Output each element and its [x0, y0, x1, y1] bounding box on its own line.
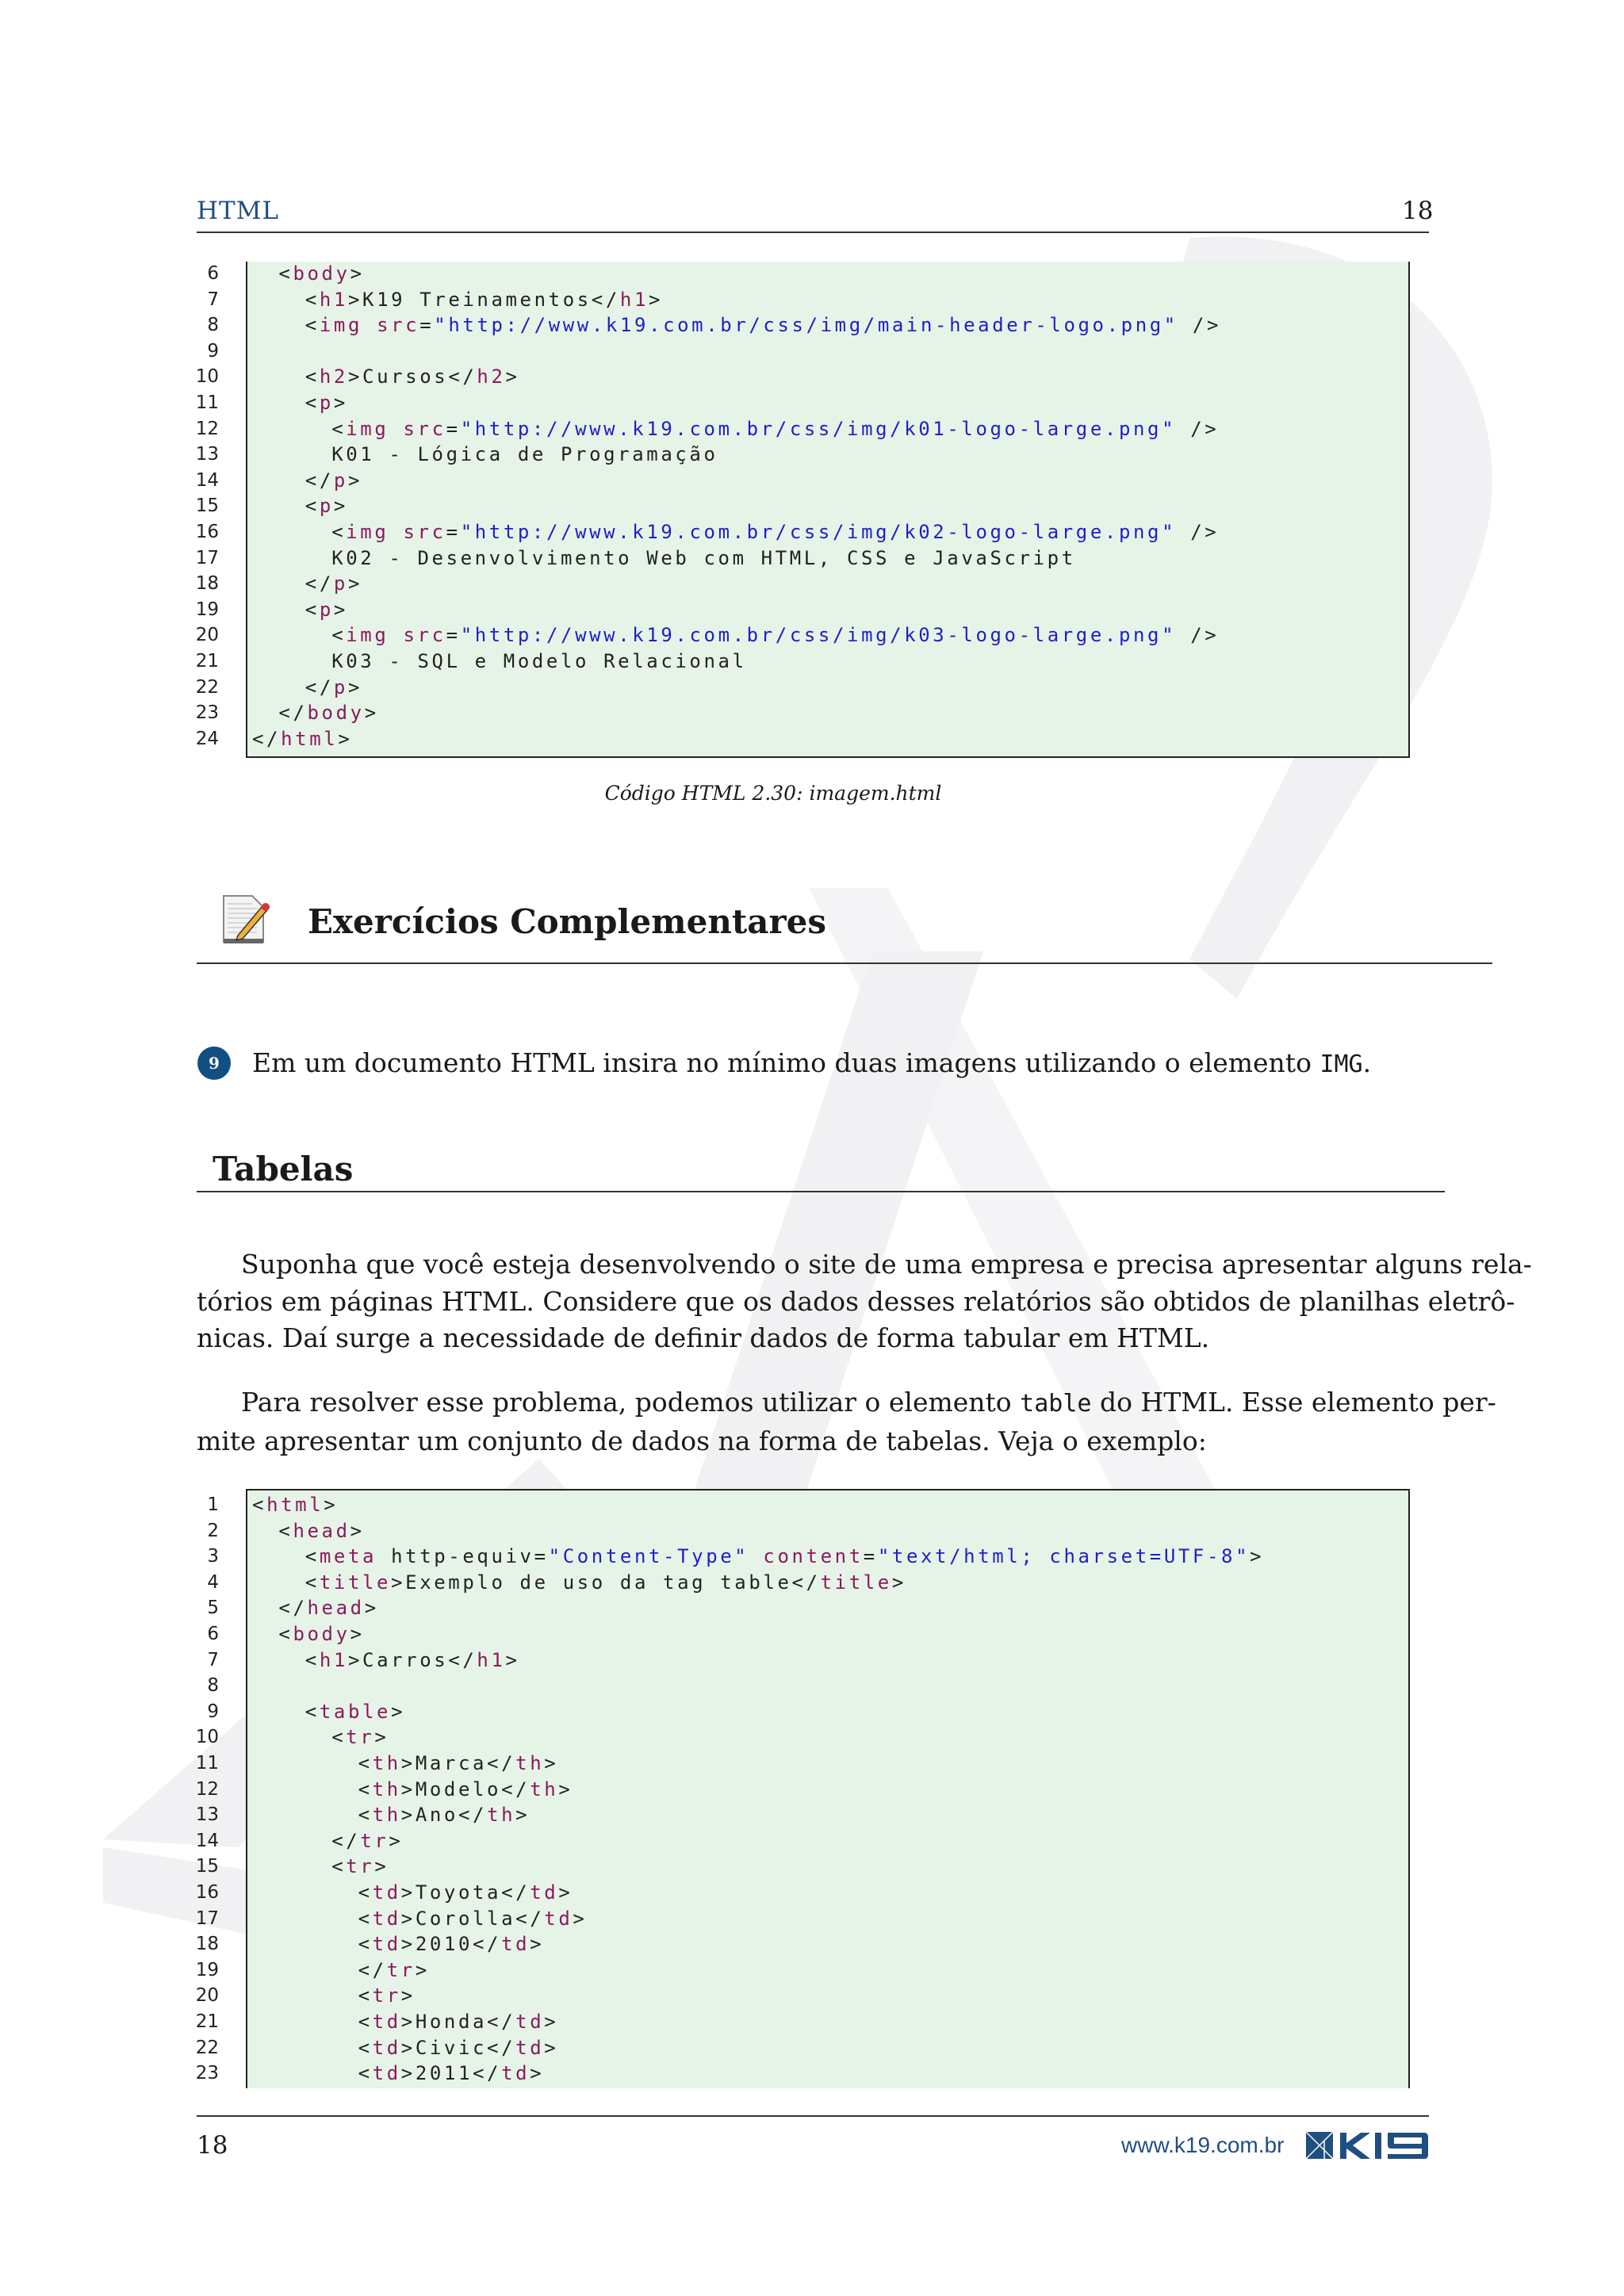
- code-text: <: [304, 365, 320, 388]
- code-tag: tr: [346, 1726, 375, 1749]
- footer-rule: [197, 2115, 1429, 2117]
- code-tag: td: [544, 1907, 573, 1930]
- code-tag: h1: [619, 288, 649, 311]
- exercises-section-title: Exercícios Complementares: [308, 902, 826, 941]
- line-number: 10: [195, 366, 219, 388]
- code-string: "http://www.k19.com.br/css/img/main-header-logo.png": [434, 314, 1178, 337]
- code-line: [331, 545, 1076, 572]
- code-tag: title: [820, 1571, 892, 1594]
- code-text: K02 - Desenvolvimento Web com HTML, CSS e JavaScript: [331, 546, 1076, 569]
- code-line: [278, 1621, 364, 1647]
- code-tag: table: [319, 1700, 392, 1723]
- code-line: [305, 1647, 520, 1674]
- code-line: [305, 364, 520, 390]
- code-text: >Modelo</: [400, 1777, 530, 1800]
- code-text: >: [374, 1855, 389, 1878]
- paragraph-1-line-3: nicas. Daí surge a necessidade de definir dados de forma tabular em HTML.: [197, 1322, 1210, 1353]
- code-tag: img: [346, 624, 389, 647]
- code-text: <: [358, 1933, 373, 1956]
- code-text: >: [350, 1519, 365, 1542]
- code-text: />: [1176, 624, 1220, 647]
- code-text: </: [304, 572, 334, 595]
- line-number: 24: [195, 728, 219, 749]
- code-text: <: [358, 2036, 373, 2059]
- code-tag: img: [319, 314, 363, 337]
- code-tag: td: [372, 1933, 401, 1956]
- code-text: </: [278, 702, 308, 725]
- code-tag: h1: [319, 288, 348, 311]
- code-tag: td: [372, 1907, 401, 1930]
- code-text: >: [558, 1881, 573, 1904]
- code-text: >: [1250, 1545, 1265, 1568]
- code-string: "text/html; charset=UTF-8": [877, 1545, 1251, 1568]
- code-tag: body: [307, 702, 365, 725]
- code-text: </: [278, 1597, 308, 1620]
- line-number: 17: [195, 547, 219, 568]
- line-number: 14: [195, 1830, 219, 1851]
- code-text: >: [333, 392, 348, 414]
- code-text: =: [419, 314, 435, 337]
- code-text: </: [358, 1958, 387, 1981]
- code-line: [331, 649, 746, 675]
- code-text: <: [304, 1700, 320, 1723]
- code-tag: body: [293, 262, 350, 285]
- code-text: <: [278, 1519, 293, 1542]
- exercises-section-rule: [197, 962, 1492, 964]
- code-text: <: [252, 1494, 267, 1516]
- code-text: >: [350, 1623, 365, 1645]
- line-number: 3: [207, 1546, 219, 1567]
- line-number: 21: [195, 651, 219, 672]
- code-tag: tr: [372, 1984, 401, 2007]
- code-text: >Corolla</: [400, 1907, 545, 1930]
- line-number: 13: [195, 444, 219, 465]
- code-line: [252, 1492, 338, 1518]
- code-tag: td: [372, 1881, 401, 1904]
- footer-url[interactable]: www.k19.com.br: [1121, 2133, 1285, 2157]
- code-text: =: [863, 1545, 878, 1568]
- line-number: 15: [195, 496, 219, 517]
- code-text: <: [358, 1752, 373, 1774]
- code-tag: th: [372, 1804, 401, 1827]
- code-text: <: [331, 417, 347, 440]
- exercise-text: Em um documento HTML insira no mínimo duas imagens utilizando o elemento: [252, 1047, 1320, 1078]
- code-line: [331, 519, 1219, 545]
- paragraph-2: [197, 1384, 1496, 1460]
- code-text: <: [278, 1623, 293, 1645]
- code-text: >: [350, 262, 365, 285]
- code-text: >Ano</: [400, 1804, 488, 1827]
- code-text: />: [1176, 521, 1220, 543]
- code-text: >: [573, 1907, 588, 1930]
- code-tag: h2: [477, 365, 506, 388]
- code-line: [278, 1595, 378, 1621]
- code-tag: th: [530, 1777, 559, 1800]
- paragraph-2-text: Para resolver esse problema, podemos utilizar o elemento: [241, 1387, 1021, 1418]
- exercise-9-text: [252, 1045, 1371, 1084]
- tables-section-title: Tabelas: [213, 1150, 354, 1188]
- line-number: 22: [195, 676, 219, 698]
- line-number: 8: [207, 315, 219, 336]
- code-text: >: [389, 1829, 404, 1852]
- line-number: 18: [195, 573, 219, 595]
- code-tag: tr: [360, 1829, 389, 1852]
- code-line: [331, 1854, 389, 1880]
- code-line: [305, 597, 348, 623]
- paragraph-2-line-1: [197, 1384, 1496, 1423]
- code-attribute: content: [763, 1545, 864, 1568]
- code-text: <: [358, 1984, 373, 2007]
- code-tag: th: [487, 1804, 516, 1827]
- code-string: "http://www.k19.com.br/css/img/k01-logo-large.png": [460, 417, 1177, 440]
- code-text: >2010</: [400, 1933, 502, 1956]
- code-line: [305, 675, 362, 701]
- code-line: [278, 261, 364, 287]
- line-number: 21: [195, 2011, 219, 2032]
- code-line: [358, 1957, 430, 1984]
- code-tag: td: [515, 2036, 545, 2059]
- code-text: >Cursos</: [347, 365, 477, 388]
- line-number: 7: [207, 289, 219, 310]
- code-tag: tr: [386, 1958, 416, 1981]
- header-rule: [197, 232, 1429, 233]
- code-text: K01 - Lógica de Programação: [331, 443, 718, 466]
- code-tag: th: [515, 1752, 545, 1774]
- code-tag: meta: [319, 1545, 377, 1568]
- code-text: [389, 624, 403, 646]
- code-text: <: [331, 1726, 347, 1749]
- footer-page-number: 18: [197, 2131, 228, 2160]
- code-attribute: src: [403, 624, 446, 647]
- code-line: [305, 468, 362, 494]
- code-text: />: [1178, 314, 1222, 337]
- code-text: >: [333, 495, 348, 518]
- pencil-notepad-icon: [220, 891, 273, 947]
- line-number: 2: [207, 1520, 219, 1541]
- code-text: <: [304, 598, 320, 621]
- code-tag: img: [346, 521, 389, 543]
- code-text: <: [304, 314, 320, 337]
- code-text: >: [364, 1597, 379, 1620]
- code-line: [331, 622, 1219, 649]
- code-text: <: [304, 288, 320, 311]
- line-number: 4: [207, 1571, 219, 1593]
- code-text: <: [304, 1571, 320, 1594]
- code-tag: h1: [319, 1648, 348, 1671]
- code-text: >: [505, 365, 520, 388]
- code-text: <: [304, 1545, 320, 1568]
- line-number: 9: [207, 1701, 219, 1722]
- code-line: [358, 2061, 545, 2087]
- code-text: >: [544, 2036, 559, 2059]
- line-number: 6: [207, 263, 219, 284]
- code-text: >: [347, 572, 363, 595]
- code-tag: p: [333, 675, 348, 698]
- code-tag: h2: [319, 365, 348, 388]
- code-text: >: [544, 1752, 559, 1774]
- code-line: [358, 1777, 573, 1803]
- code-attribute: src: [403, 417, 446, 440]
- line-number: 12: [195, 418, 219, 439]
- code-tag: td: [515, 2011, 545, 2033]
- code-text: [389, 418, 403, 440]
- code-line: [252, 726, 352, 752]
- code-text: >Marca</: [400, 1752, 516, 1774]
- code-text: <: [331, 1855, 347, 1878]
- code-tag: p: [319, 598, 334, 621]
- line-number: 19: [195, 1959, 219, 1980]
- code-text: =: [446, 417, 461, 440]
- paragraph-1-line-2: tórios em páginas HTML. Considere que os dados desses relatórios são obtidos de planilhas eletrô-: [197, 1285, 1515, 1317]
- code-tag: img: [346, 417, 389, 440]
- code-text: <: [304, 392, 320, 414]
- code-text: </: [304, 675, 334, 698]
- code-line: [331, 1724, 389, 1751]
- line-number: 23: [195, 2063, 219, 2084]
- line-number: 9: [207, 340, 219, 362]
- code-text: <: [304, 495, 320, 518]
- code-text: >Carros</: [347, 1648, 477, 1671]
- line-number: 5: [207, 1598, 219, 1619]
- line-number: 15: [195, 1856, 219, 1877]
- line-number: 11: [195, 1753, 219, 1774]
- code-text: >2011</: [400, 2062, 502, 2085]
- code-text: >: [558, 1777, 573, 1800]
- code-tag: p: [333, 469, 348, 492]
- code-text: >: [364, 702, 379, 725]
- code-text: <: [331, 624, 347, 647]
- code-attribute: src: [403, 521, 446, 543]
- code-text: >: [530, 2062, 545, 2085]
- code-string: "http://www.k19.com.br/css/img/k03-logo-large.png": [460, 624, 1177, 647]
- line-number: 8: [207, 1675, 219, 1697]
- code-line: [305, 287, 663, 313]
- code-line: [331, 1828, 403, 1854]
- running-header-title: HTML: [197, 197, 280, 225]
- code-string: "http://www.k19.com.br/css/img/k02-logo-large.png": [460, 521, 1177, 543]
- code-text: <: [358, 1804, 373, 1827]
- code-text: >: [415, 1958, 430, 1981]
- line-number: 6: [207, 1624, 219, 1644]
- code-tag: td: [372, 2062, 401, 2085]
- line-number: 11: [195, 392, 219, 413]
- code-text: <: [331, 521, 347, 543]
- code-line: [358, 1802, 530, 1828]
- paragraph-1-line-1: Suponha que você esteja desenvolvendo o site de uma empresa e precisa apresentar alguns rela-: [241, 1249, 1532, 1280]
- code-text: <: [278, 262, 293, 285]
- code-line: [358, 1983, 416, 2009]
- line-number: 17: [195, 1908, 219, 1929]
- code-tag: body: [293, 1623, 350, 1645]
- code-text: </: [252, 727, 282, 750]
- code-text: <: [358, 1777, 373, 1800]
- exercise-text-end: .: [1362, 1047, 1372, 1078]
- line-number: 7: [207, 1649, 219, 1670]
- code-text: >: [347, 675, 363, 698]
- code-text: >Toyota</: [400, 1881, 530, 1904]
- exercise-code: IMG: [1320, 1050, 1363, 1078]
- code-text: [389, 521, 403, 543]
- code-line: [358, 1751, 559, 1777]
- code-caption: Código HTML 2.30: imagem.html: [604, 782, 942, 805]
- line-number: 18: [195, 1934, 219, 1955]
- code-string: "Content-Type": [548, 1545, 749, 1568]
- code-text: =: [446, 521, 461, 543]
- code-line: [358, 1880, 573, 1906]
- code-text: <: [358, 1881, 373, 1904]
- running-header-page-number: 18: [1402, 197, 1434, 225]
- line-number: 16: [195, 522, 219, 542]
- line-number: 12: [195, 1778, 219, 1800]
- code-text: >Exemplo de uso da tag table</: [391, 1571, 821, 1594]
- code-text: >: [374, 1726, 389, 1749]
- code-line: [358, 2009, 559, 2035]
- code-text: </: [331, 1829, 361, 1852]
- code-line: [278, 1518, 364, 1544]
- code-tag: html: [266, 1494, 324, 1516]
- k19-logo-icon: [1305, 2131, 1429, 2161]
- line-number: 14: [195, 469, 219, 491]
- code-text: >: [324, 1494, 339, 1516]
- code-tag: td: [501, 2062, 530, 2085]
- code-text: <: [358, 2062, 373, 2085]
- code-tag: p: [333, 572, 348, 595]
- code-line: [358, 2035, 559, 2061]
- code-text: >: [347, 469, 363, 492]
- line-number: 22: [195, 2037, 219, 2058]
- code-text: >K19 Treinamentos</: [347, 288, 620, 311]
- code-tag: tr: [346, 1855, 375, 1878]
- code-line: [305, 312, 1221, 339]
- exercise-number-badge: 9: [197, 1047, 231, 1080]
- code-tag: td: [372, 2036, 401, 2059]
- code-tag: head: [293, 1519, 350, 1542]
- line-number: 10: [195, 1727, 219, 1748]
- code-text: [749, 1545, 763, 1567]
- code-text: >Civic</: [400, 2036, 516, 2059]
- code-text: >: [891, 1571, 906, 1594]
- code-tag: head: [307, 1597, 365, 1620]
- code-tag: html: [281, 727, 339, 750]
- paragraph-2-text-end: do HTML. Esse elemento per-: [1091, 1387, 1496, 1418]
- line-number: 23: [195, 702, 219, 724]
- line-number: 19: [195, 599, 219, 620]
- line-number: 13: [195, 1804, 219, 1826]
- code-text: >: [505, 1648, 520, 1671]
- code-text: =: [446, 624, 461, 647]
- code-text: http-equiv=: [377, 1545, 549, 1568]
- code-text: />: [1176, 417, 1220, 440]
- code-text: >: [649, 288, 664, 311]
- code-tag: p: [319, 495, 334, 518]
- code-line: [305, 493, 348, 519]
- code-attribute: src: [377, 314, 420, 337]
- line-number: 1: [207, 1494, 219, 1515]
- paragraph-1: [197, 1246, 1532, 1357]
- code-text: >: [391, 1700, 406, 1723]
- code-line: [305, 1699, 405, 1725]
- code-text: K03 - SQL e Modelo Relacional: [331, 650, 747, 672]
- code-tag: th: [372, 1752, 401, 1774]
- code-tag: td: [530, 1881, 559, 1904]
- code-line: [305, 390, 348, 416]
- code-tag: td: [372, 2011, 401, 2033]
- line-number: 16: [195, 1882, 219, 1903]
- code-line: [305, 571, 362, 597]
- code-line: [358, 1906, 588, 1932]
- code-text: <: [304, 1648, 320, 1671]
- code-line: [358, 1931, 545, 1957]
- code-text: <: [358, 1907, 373, 1930]
- code-text: </: [304, 469, 334, 492]
- code-tag: th: [372, 1777, 401, 1800]
- line-number: 20: [195, 625, 219, 646]
- code-text: >: [530, 1933, 545, 1956]
- code-text: >Honda</: [400, 2011, 516, 2033]
- code-text: >: [400, 1984, 416, 2007]
- code-line: [305, 1570, 906, 1596]
- code-line: [278, 700, 378, 726]
- code-line: [331, 416, 1219, 442]
- tables-section-rule: [197, 1191, 1445, 1192]
- code-text: >: [338, 727, 353, 750]
- code-text: >: [333, 598, 348, 621]
- code-text: >: [544, 2011, 559, 2033]
- code-line: [305, 1544, 1264, 1570]
- code-text: >: [515, 1804, 530, 1827]
- code-tag: p: [319, 392, 334, 414]
- code-tag: td: [501, 1933, 530, 1956]
- code-line: [331, 442, 718, 468]
- inline-code-table: table: [1020, 1390, 1092, 1418]
- paragraph-2-line-2: mite apresentar um conjunto de dados na forma de tabelas. Veja o exemplo:: [197, 1425, 1207, 1456]
- code-tag: title: [319, 1571, 392, 1594]
- line-number: 20: [195, 1985, 219, 2007]
- code-text: [362, 314, 377, 336]
- code-tag: h1: [477, 1648, 506, 1671]
- code-text: <: [358, 2011, 373, 2033]
